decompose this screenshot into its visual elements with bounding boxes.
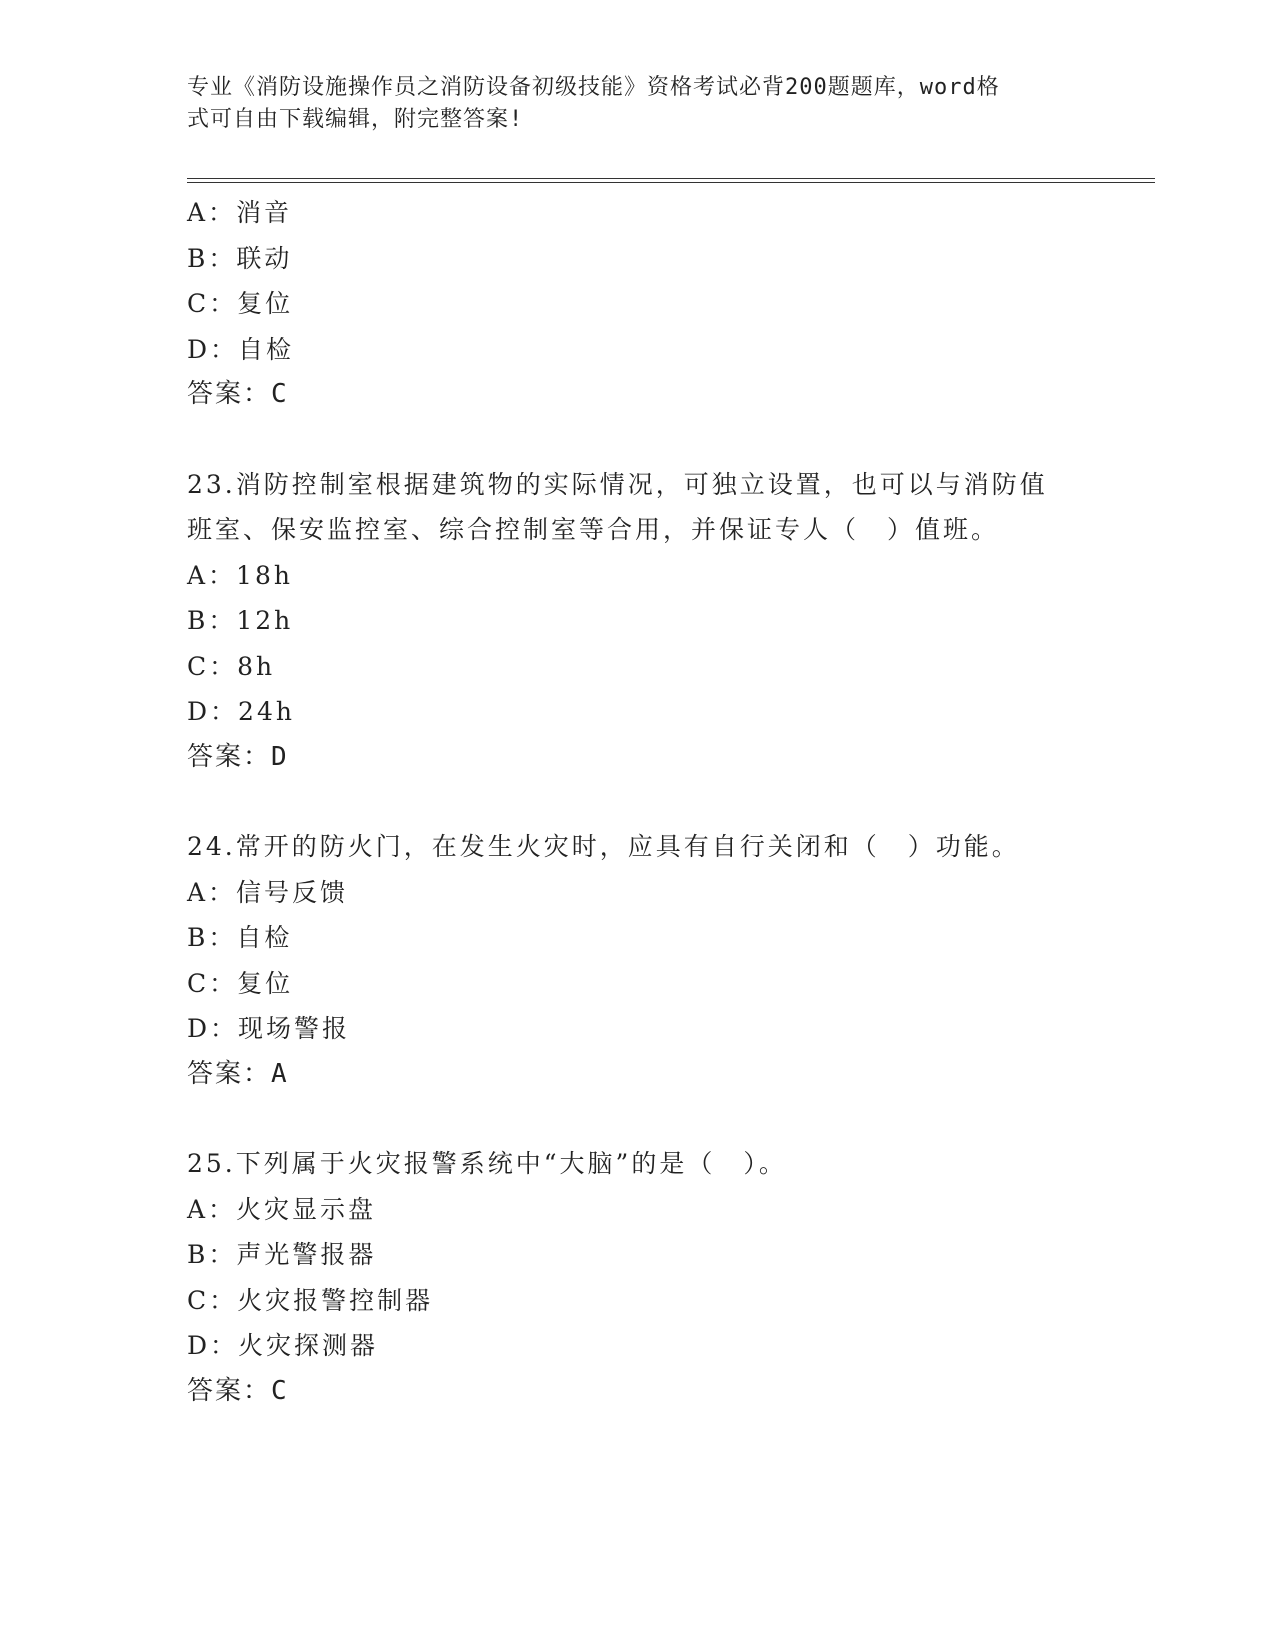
header-line-1: 专业《消防设施操作员之消防设备初级技能》资格考试必背200题题库，word格 bbox=[187, 75, 1000, 100]
option-c: C：8h bbox=[187, 651, 276, 681]
question-23 bbox=[187, 462, 1147, 781]
question-stem: 班室、保安监控室、综合控制室等合用，并保证专人（ ）值班。 bbox=[187, 515, 1000, 544]
spacer bbox=[187, 780, 1147, 824]
spacer bbox=[187, 1097, 1147, 1141]
spacer bbox=[187, 418, 1147, 462]
option-b: B：联动 bbox=[187, 243, 293, 273]
option-c: C：复位 bbox=[187, 289, 294, 318]
answer: 答案：D bbox=[187, 741, 289, 772]
option-d: D：火灾探测器 bbox=[187, 1331, 379, 1360]
option-a: A：消音 bbox=[187, 198, 293, 227]
option-d: D：24h bbox=[187, 697, 295, 726]
option-b: B：自检 bbox=[187, 923, 293, 952]
question-25 bbox=[187, 1141, 1147, 1414]
option-d: D：现场警报 bbox=[187, 1014, 351, 1043]
option-c: C：复位 bbox=[187, 968, 294, 998]
question-list bbox=[187, 190, 1147, 1414]
option-c: C：火灾报警控制器 bbox=[187, 1285, 434, 1315]
option-a: A：18h bbox=[187, 560, 293, 590]
answer: 答案：C bbox=[187, 379, 289, 409]
option-b: B：12h bbox=[187, 606, 294, 635]
question-22 bbox=[187, 190, 1147, 418]
option-b: B：声光警报器 bbox=[187, 1240, 377, 1269]
option-a: A：火灾显示盘 bbox=[187, 1194, 377, 1224]
header-line-2: 式可自由下载编辑，附完整答案! bbox=[187, 107, 524, 132]
header-divider bbox=[187, 178, 1155, 183]
option-a: A：信号反馈 bbox=[187, 877, 349, 907]
question-stem: 23.消防控制室根据建筑物的实际情况，可独立设置，也可以与消防值 bbox=[187, 469, 1048, 499]
document-header bbox=[187, 72, 1067, 136]
option-d: D：自检 bbox=[187, 334, 295, 364]
answer: 答案：C bbox=[187, 1375, 289, 1406]
question-stem: 25.下列属于火灾报警系统中“大脑”的是（ ）。 bbox=[187, 1149, 787, 1178]
question-24 bbox=[187, 824, 1147, 1097]
question-stem: 24.常开的防火门，在发生火灾时，应具有自行关闭和（ ）功能。 bbox=[187, 832, 1020, 861]
answer: 答案：A bbox=[187, 1058, 289, 1089]
